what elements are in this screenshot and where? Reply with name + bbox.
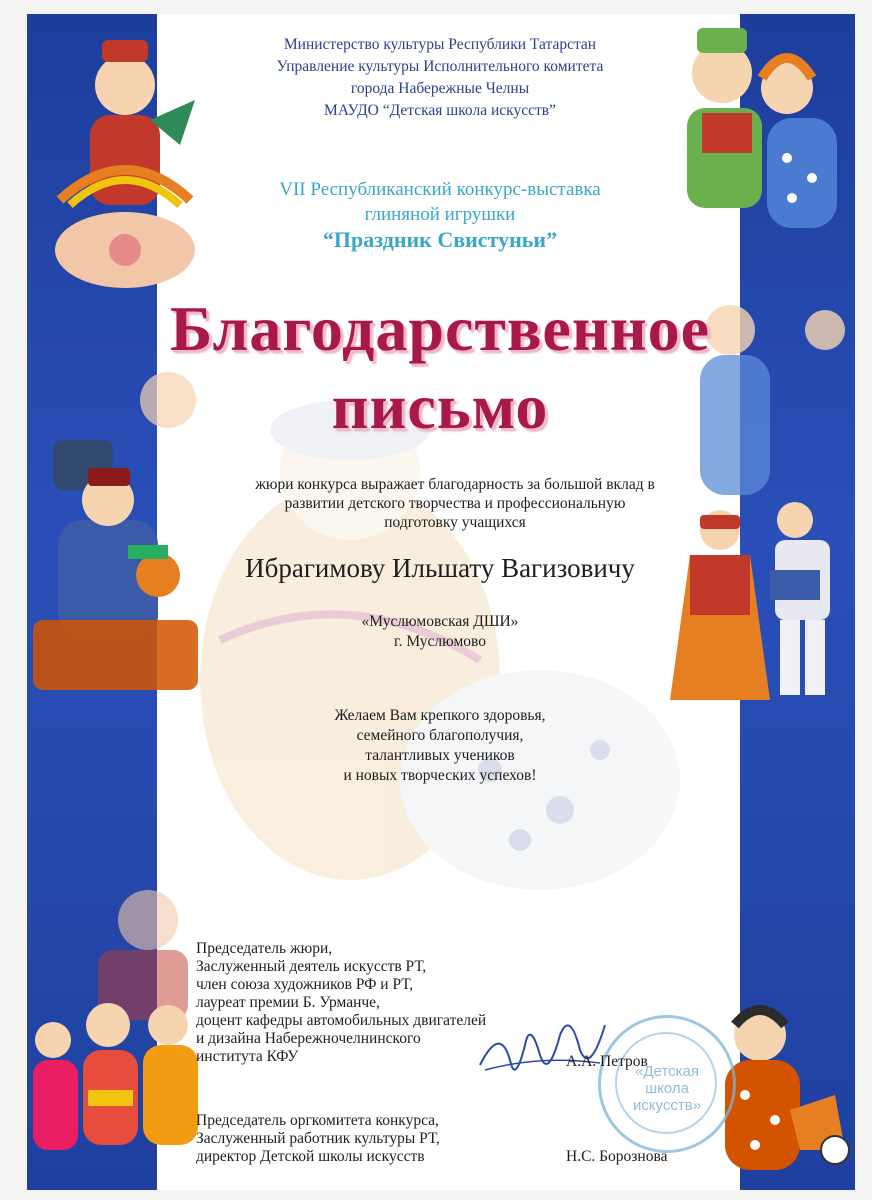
contest-name: “Праздник Свистуньи” [322, 227, 558, 252]
wish-line: и новых творческих успехов! [343, 767, 537, 784]
school-name: «Муслюмовская ДШИ» [361, 613, 519, 630]
stamp-line: искусств» [632, 1097, 702, 1114]
ministry-line: Управление культуры Исполнительного комитета [276, 58, 604, 75]
org-chair-name: Н.С. Борознова [566, 1148, 668, 1165]
jury-line: развитии детского творчества и профессиональную [284, 495, 626, 512]
school-stamp [598, 1015, 736, 1153]
contest-line: глиняной игрушки [364, 204, 516, 225]
org-chair-credentials [196, 1112, 496, 1166]
credential-line: доцент кафедры автомобильных двигателей [196, 1012, 487, 1029]
title-line: Благодарственное [170, 293, 710, 364]
credential-line: и дизайна Набережночелнинского [196, 1030, 421, 1047]
ministry-line: города Набережные Челны [350, 80, 530, 97]
credential-line: Председатель оргкомитета конкурса, [196, 1112, 439, 1129]
certificate-title [130, 290, 750, 446]
jury-gratitude-text [230, 475, 680, 532]
toy-group-left-bottom-icon [28, 860, 208, 1180]
recipient-school [260, 612, 620, 652]
ministry-header [180, 34, 700, 122]
credential-line: Заслуженный деятель искусств РТ, [196, 958, 427, 975]
jury-line: жюри конкурса выражает благодарность за большой вклад в [255, 476, 655, 493]
credential-line: лауреат премии Б. Урманче, [196, 994, 380, 1011]
jury-chair-name: А.А. Петров [566, 1053, 648, 1070]
jury-line: подготовку учащихся [384, 514, 526, 531]
contest-heading [180, 177, 700, 252]
title-line: письмо [331, 371, 549, 442]
ministry-line: Министерство культуры Республики Татарстан [283, 36, 597, 53]
wish-line: талантливых учеников [365, 747, 515, 764]
stamp-line: «Детская [635, 1063, 699, 1080]
background-toy-illustration [160, 380, 720, 940]
credential-line: Председатель жюри, [196, 940, 333, 957]
ministry-line: МАУДО “Детская школа искусств” [324, 102, 556, 119]
wishes-text [260, 706, 620, 786]
credential-line: Заслуженный работник культуры РТ, [196, 1130, 440, 1147]
wish-line: Желаем Вам крепкого здоровья, [334, 707, 546, 724]
credential-line: член союза художников РФ и РТ, [196, 976, 414, 993]
wish-line: семейного благополучия, [356, 727, 524, 744]
handwritten-signature-icon [470, 1005, 610, 1095]
recipient-name: Ибрагимову Ильшату Вагизовичу [245, 553, 635, 583]
school-city: г. Муслюмово [393, 633, 487, 650]
contest-line: VII Республиканский конкурс-выставка [279, 179, 601, 200]
credential-line: директор Детской школы искусств [196, 1148, 425, 1165]
credential-line: института КФУ [196, 1048, 299, 1065]
stamp-line: школа [645, 1080, 689, 1097]
balalaika-player-toy-icon [30, 20, 200, 290]
